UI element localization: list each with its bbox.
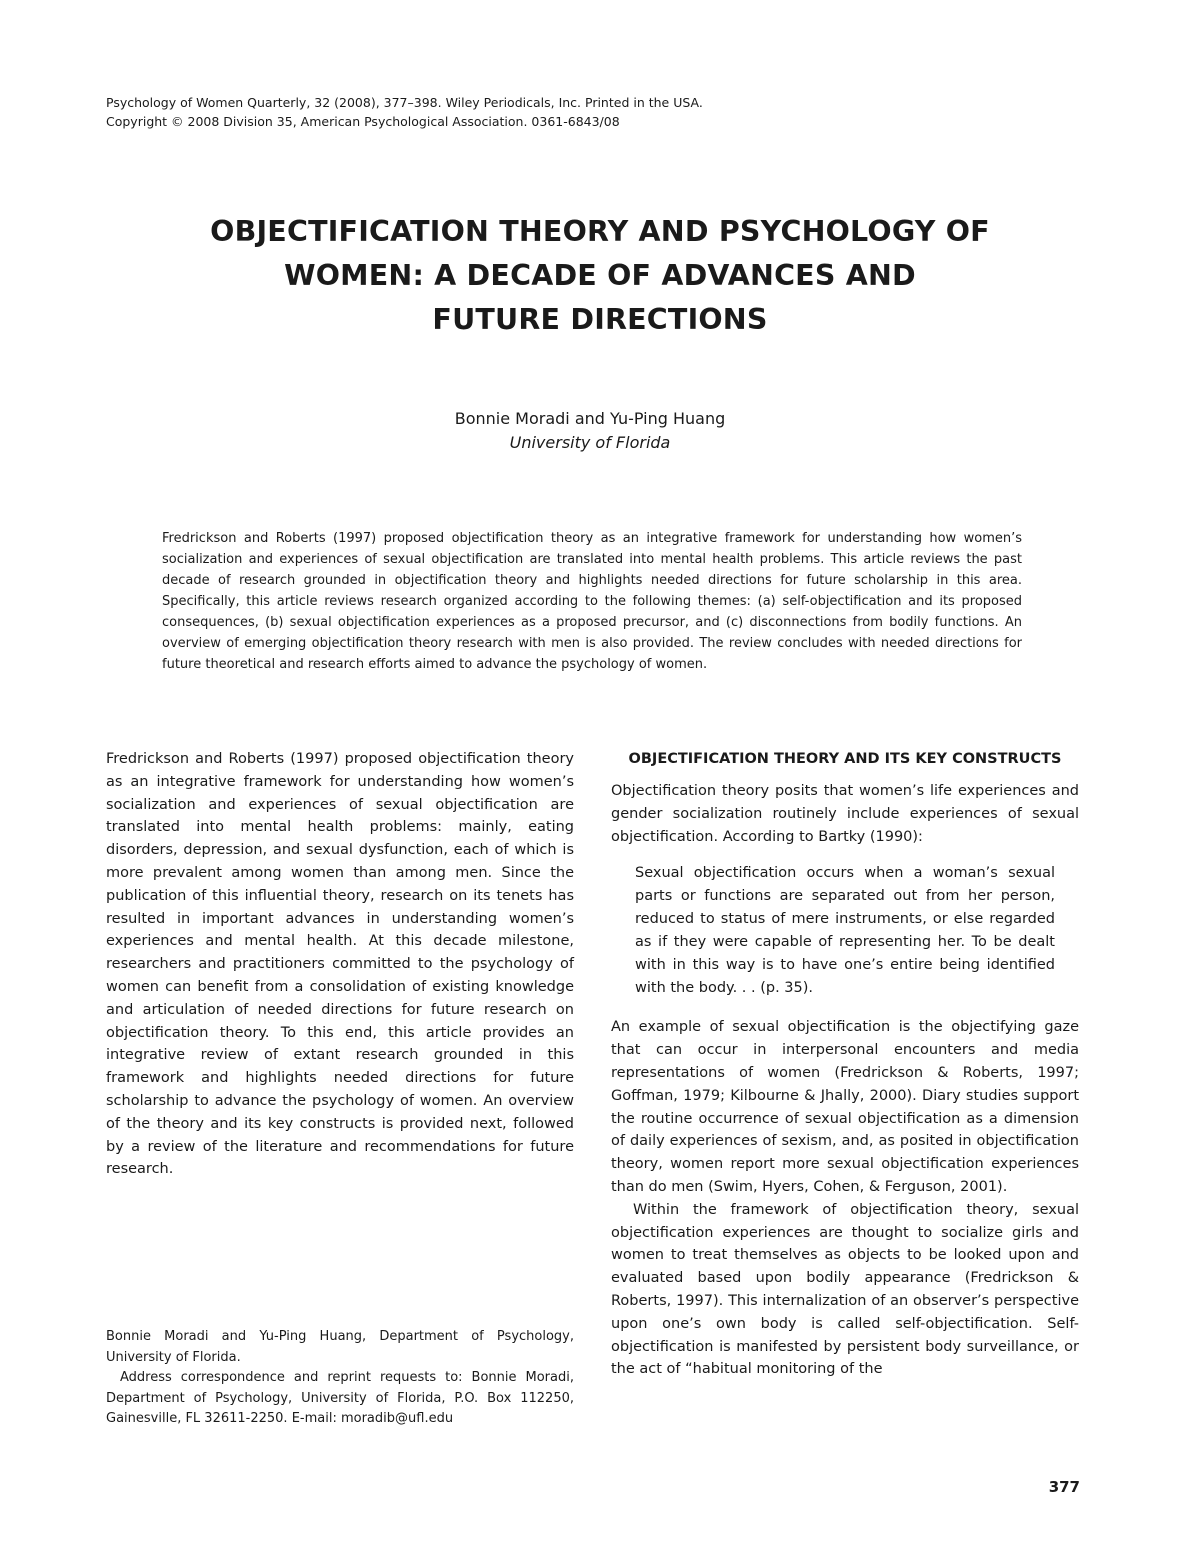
section-paragraph-3: Within the framework of objectification theory, sexual objectification experiences are thought to socialize girls and women to treat themselves as objects to be looked upon and evaluated based upon bodily appearance (Fredrickson & Roberts, 1997). This internalization of an observer’s perspective upon one’s own body is called self-objectification. Self-objectification is manifested by persistent body surveillance, or the act of “habitual monitoring of the — [611, 1201, 1079, 1378]
right-column — [611, 748, 1079, 1381]
page-number: 377 — [1048, 1478, 1080, 1496]
title-line-3: FUTURE DIRECTIONS — [432, 303, 768, 336]
author-footnote — [106, 1327, 574, 1430]
article-title — [100, 210, 1100, 342]
left-column — [106, 748, 574, 1181]
section-heading: OBJECTIFICATION THEORY AND ITS KEY CONSTRUCTS — [628, 751, 1062, 767]
footnote-affiliation: Bonnie Moradi and Yu-Ping Huang, Department of Psychology, University of Florida. — [106, 1329, 574, 1365]
section-paragraph-2: An example of sexual objectification is the objectifying gaze that can occur in interpersonal encounters and media representations of women (Fredrickson & Roberts, 1997; Goffman, 1979; Kilbourne & Jhally, 2000). Diary studies support the routine occurrence of sexual objectification as a dimension of daily experiences of sexism, and, as posited in objectification theory, women report more sexual objectification experiences than do men (Swim, Hyers, Cohen, & Ferguson, 2001). — [611, 1019, 1079, 1195]
title-line-2: WOMEN: A DECADE OF ADVANCES AND — [284, 259, 916, 292]
title-line-1: OBJECTIFICATION THEORY AND PSYCHOLOGY OF — [210, 215, 990, 248]
journal-copyright-line: Copyright © 2008 Division 35, American Psychological Association. 0361-6843/08 — [106, 114, 620, 129]
block-quote: Sexual objectification occurs when a woman’s sexual parts or functions are separated out from her person, reduced to status of mere instruments, or else regarded as if they were capable of representing her. To be dealt with in this way is to have one’s entire being identified with the body. . . (p. 35). — [635, 865, 1055, 997]
journal-citation — [106, 93, 906, 131]
affiliation: University of Florida — [509, 433, 671, 452]
abstract: Fredrickson and Roberts (1997) proposed objectification theory as an integrative framework for understanding how women’s socialization and experiences of sexual objectification are translated into mental health problems. This article reviews the past decade of research grounded in objectification theory and highlights needed directions for future scholarship in this area. Specifically, this article reviews research organized according to the following themes: (a) self-objectification and its proposed consequences, (b) sexual objectification experiences as a proposed precursor, and (c) disconnections from bodily functions. An overview of emerging objectification theory research with men is also provided. The review concludes with needed directions for future theoretical and research efforts aimed to advance the psychology of women. — [162, 531, 1022, 672]
footnote-correspondence: Address correspondence and reprint requests to: Bonnie Moradi, Department of Psychology, University of Florida, P.O. Box 112250, Gainesville, FL 32611-2250. E-mail: moradib@ufl.edu — [106, 1370, 574, 1426]
journal-citation-line-1: Psychology of Women Quarterly, 32 (2008), 377–398. Wiley Periodicals, Inc. Printed in the USA. — [106, 95, 703, 110]
authors: Bonnie Moradi and Yu-Ping Huang — [454, 409, 726, 428]
section-paragraph-1: Objectification theory posits that women’s life experiences and gender socialization routinely include experiences of sexual objectification. According to Bartky (1990): — [611, 783, 1079, 845]
intro-paragraph: Fredrickson and Roberts (1997) proposed objectification theory as an integrative framework for understanding how women’s socialization and experiences of sexual objectification are translated into mental health problems: mainly, eating disorders, depression, and sexual dysfunction, each of which is more prevalent among women than among men. Since the publication of this influential theory, research on its tenets has resulted in important advances in understanding women’s experiences and mental health. At this decade milestone, researchers and practitioners committed to the psychology of women can benefit from a consolidation of existing knowledge and articulation of needed directions for future research on objectification theory. To this end, this article provides an integrative review of extant research grounded in this framework and highlights needed directions for future scholarship to advance the psychology of women. An overview of the theory and its key constructs is provided next, followed by a review of the literature and recommendations for future research. — [106, 751, 574, 1178]
